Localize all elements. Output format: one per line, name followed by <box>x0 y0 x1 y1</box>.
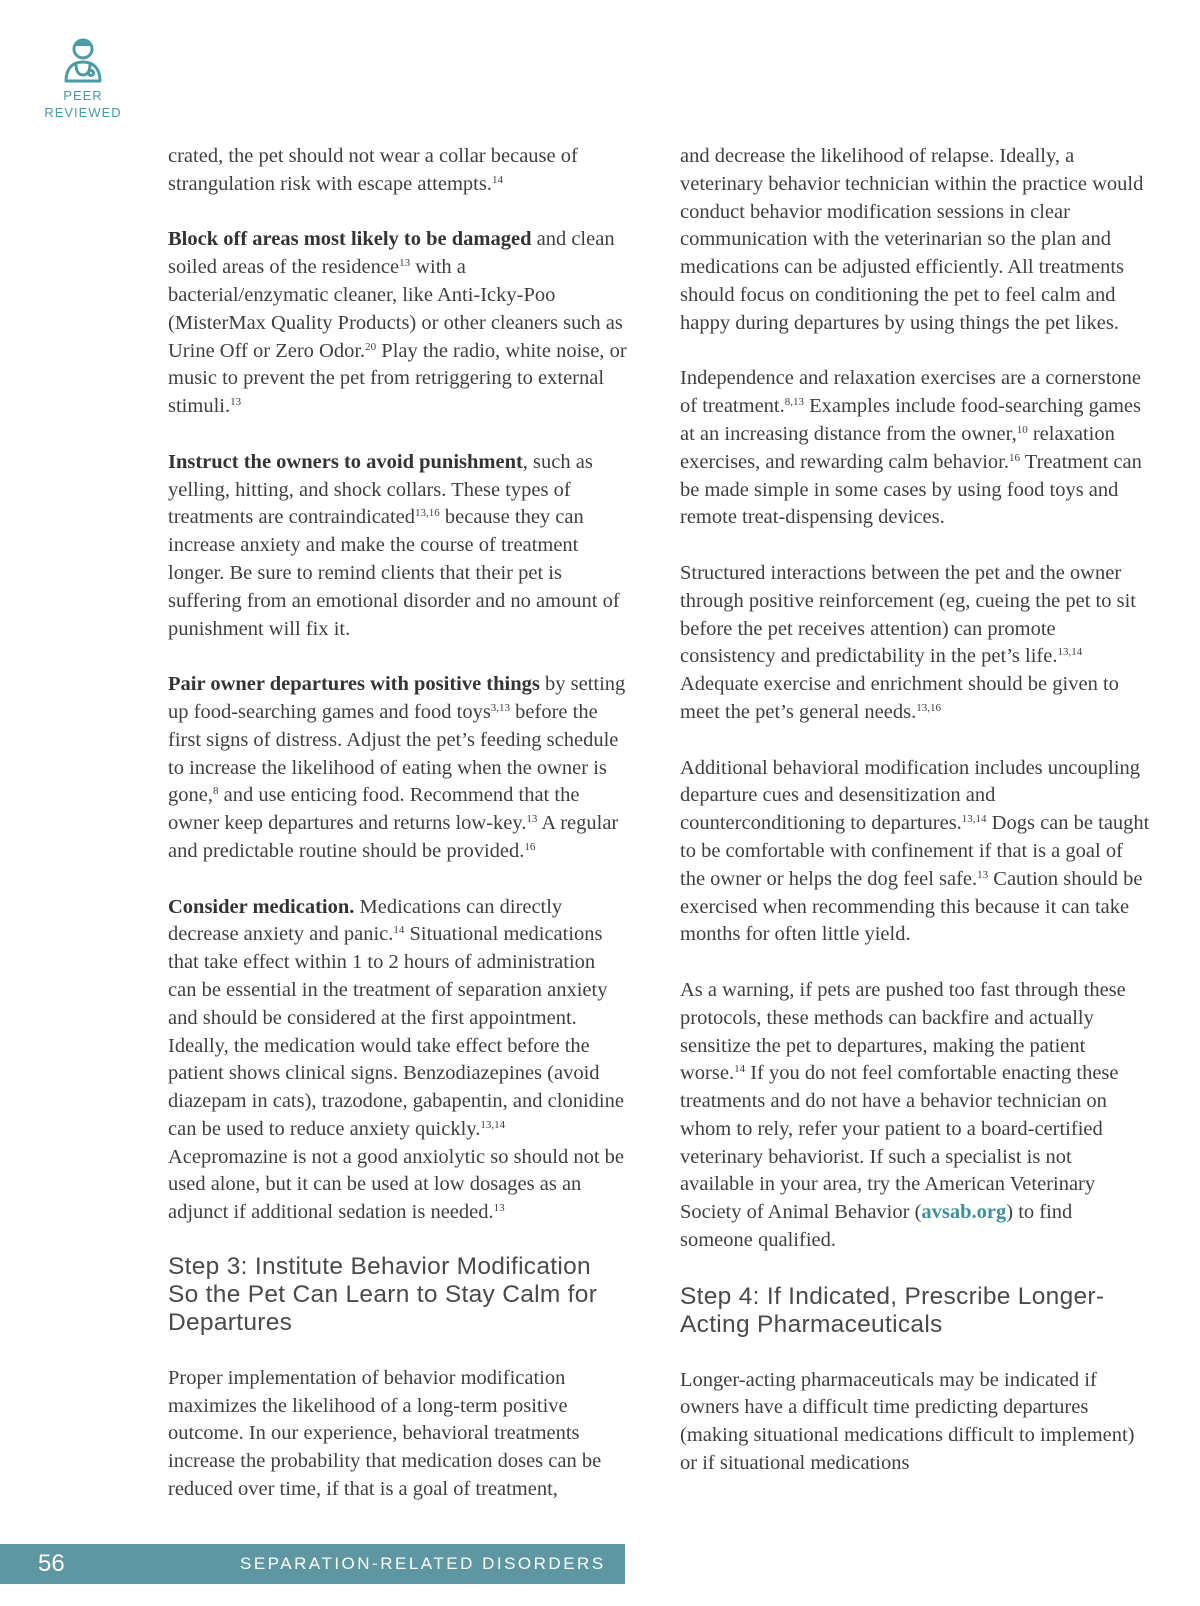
paragraph-additional-modification: Additional behavioral modification includes uncoupling departure cues and desensitization and counterconditioning to departures.$^{13,14}$ Dogs can be taught to be comfortable with confinement if that is a goal of the owner or helps the dog feel safe.$^{13}$ Caution should be exercised when recommending this because it can take months for often little yield. <box>680 756 1150 946</box>
paragraph-relapse: and decrease the likelihood of relapse. Ideally, a veterinary behavior technician within the practice would conduct behavior modification sessions in clear communication with the veterinarian so the plan and medications can be adjusted efficiently. All treatments should focus on conditioning the pet to feel calm and happy during departures by using things the pet likes. <box>680 145 1144 334</box>
citation: 13 <box>399 257 411 270</box>
citation: 14 <box>393 924 405 937</box>
citation: 10 <box>1016 423 1028 436</box>
paragraph-longer-acting: Longer-acting pharmaceuticals may be indicated if owners have a difficult time predicting departures (making situational medications difficult to implement) or if situational medications <box>680 1368 1135 1475</box>
paragraph-avoid-punishment: Instruct the owners to avoid punishment, such as yelling, hitting, and shock collars. These types of treatments are contraindicated$^{13,16}$ because they can increase anxiety and make the course of treatment longer. Be sure to remind clients that their pet is suffering from an emotional disorder and no amount of punishment will fix it. <box>168 450 620 640</box>
running-footer-title: SEPARATION-RELATED DISORDERS <box>240 1554 606 1573</box>
citation: 3,13 <box>490 701 511 714</box>
citation: 13,14 <box>961 813 987 826</box>
citation: 8,13 <box>784 396 804 409</box>
citation: 13 <box>526 813 538 826</box>
lead-in-bold: Block off areas most likely to be damaged <box>168 228 532 251</box>
paragraph-consider-medication: Consider medication. Medications can directly decrease anxiety and panic.$^{14}$ Situational medications that take effect within 1 to 2 hours of administration can be essential in the treatment of separation anxiety and should be considered at the first appointment. Ideally, the medication would take effect before the patient shows clinical signs. Benzodiazepines (avoid diazepam in cats), trazodone, gabapentin, and clonidine can be used to reduce anxiety quickly.$^{13,14}$ Acepromazine is not a good anxiolytic so should not be used alone, but it can be used at low dosages as an adjunct if additional sedation is needed.$^{13}$ <box>168 895 625 1224</box>
paragraph-structured-interactions: Structured interactions between the pet and the owner through positive reinforcement (eg, cueing the pet to sit before the pet receives attention) can promote consistency and predictability in the pet’s life.$^{13,14}$ Adequate exercise and enrichment should be given to meet the pet’s general needs.$^{13,16}$ <box>680 561 1136 723</box>
citation: 13,14 <box>1057 646 1083 659</box>
paragraph-pair-departures: Pair owner departures with positive things by setting up food-searching games and food toys$^{3,13}$ before the first signs of distress. Adjust the pet’s feeding schedule to increase the likelihood of eating when the owner is gone,$^8$ and use enticing food. Recommend that the owner keep departures and returns low-key.$^{13}$ A regular and predictable routine should be provided.$^{16}$ <box>168 673 626 862</box>
citation: 13,16 <box>415 507 440 520</box>
veterinarian-icon <box>57 34 109 86</box>
citation: 13 <box>493 1202 505 1215</box>
citation: 13 <box>977 868 989 881</box>
footer-bar <box>0 1544 625 1584</box>
lead-in-bold: Instruct the owners to avoid punishment <box>168 450 523 473</box>
section-heading-step-3: Step 3: Institute Behavior Modification So the Pet Can Learn to Stay Calm for Departures <box>168 1252 598 1336</box>
citation: 14 <box>734 1063 746 1076</box>
peer-reviewed-badge <box>38 34 128 120</box>
citation: 16 <box>524 840 536 853</box>
right-column <box>680 143 1150 1506</box>
citation: 13 <box>230 396 242 409</box>
paragraph-independence: Independence and relaxation exercises are a cornerstone of treatment.$^{8,13}$ Examples include food-searching games at an increasing distance from the owner,$^{10}$ relaxation exercises, and rewarding calm behavior.$^{16}$ Treatment can be made simple in some cases by using food toys and remote treat-dispensing devices. <box>680 367 1142 529</box>
badge-line-1: PEER <box>63 88 103 103</box>
paragraph-behavior-modification: Proper implementation of behavior modification maximizes the likelihood of a long-term positive outcome. In our experience, behavioral treatments increase the probability that medication doses can be reduced over time, if that is a goal of treatment, <box>168 1366 602 1501</box>
badge-line-2: REVIEWED <box>44 105 122 120</box>
lead-in-bold: Pair owner departures with positive things <box>168 673 540 696</box>
citation: 14 <box>491 173 503 186</box>
paragraph-collar: crated, the pet should not wear a collar because of strangulation risk with escape attempts.$^{14}$ <box>168 145 578 195</box>
citation: 13,16 <box>916 701 941 714</box>
paragraph-warning: As a warning, if pets are pushed too fast through these protocols, these methods can backfire and actually sensitize the pet to departures, making the patient worse.$^{14}$ If you do not feel comfortable enacting these treatments and do not have a behavior technician on whom to rely, refer your patient to a board-certified veterinary behaviorist. If such a specialist is not available in your area, try the American Veterinary Society of Animal Behavior (avsab.org) to find someone qualified. <box>680 978 1126 1252</box>
lead-in-bold: Consider medication. <box>168 895 355 918</box>
citation: 16 <box>1009 451 1021 464</box>
avsab-link[interactable]: avsab.org <box>921 1201 1007 1224</box>
section-heading-step-4: Step 4: If Indicated, Prescribe Longer-Acting Pharmaceuticals <box>680 1282 1105 1338</box>
citation: 8 <box>212 785 219 798</box>
page-number: 56 <box>38 1550 65 1577</box>
paragraph-block-off-areas: Block off areas most likely to be damaged and clean soiled areas of the residence$^{13}$ with a bacterial/enzymatic cleaner, like Anti-Icky-Poo (MisterMax Quality Products) or other cleaners such as Urine Off or Zero Odor.$^{20}$ Play the radio, white noise, or music to prevent the pet from retriggering to external stimuli.$^{13}$ <box>168 228 627 418</box>
left-column <box>168 143 628 1532</box>
citation: 20 <box>365 340 377 353</box>
citation: 13,14 <box>480 1118 506 1131</box>
